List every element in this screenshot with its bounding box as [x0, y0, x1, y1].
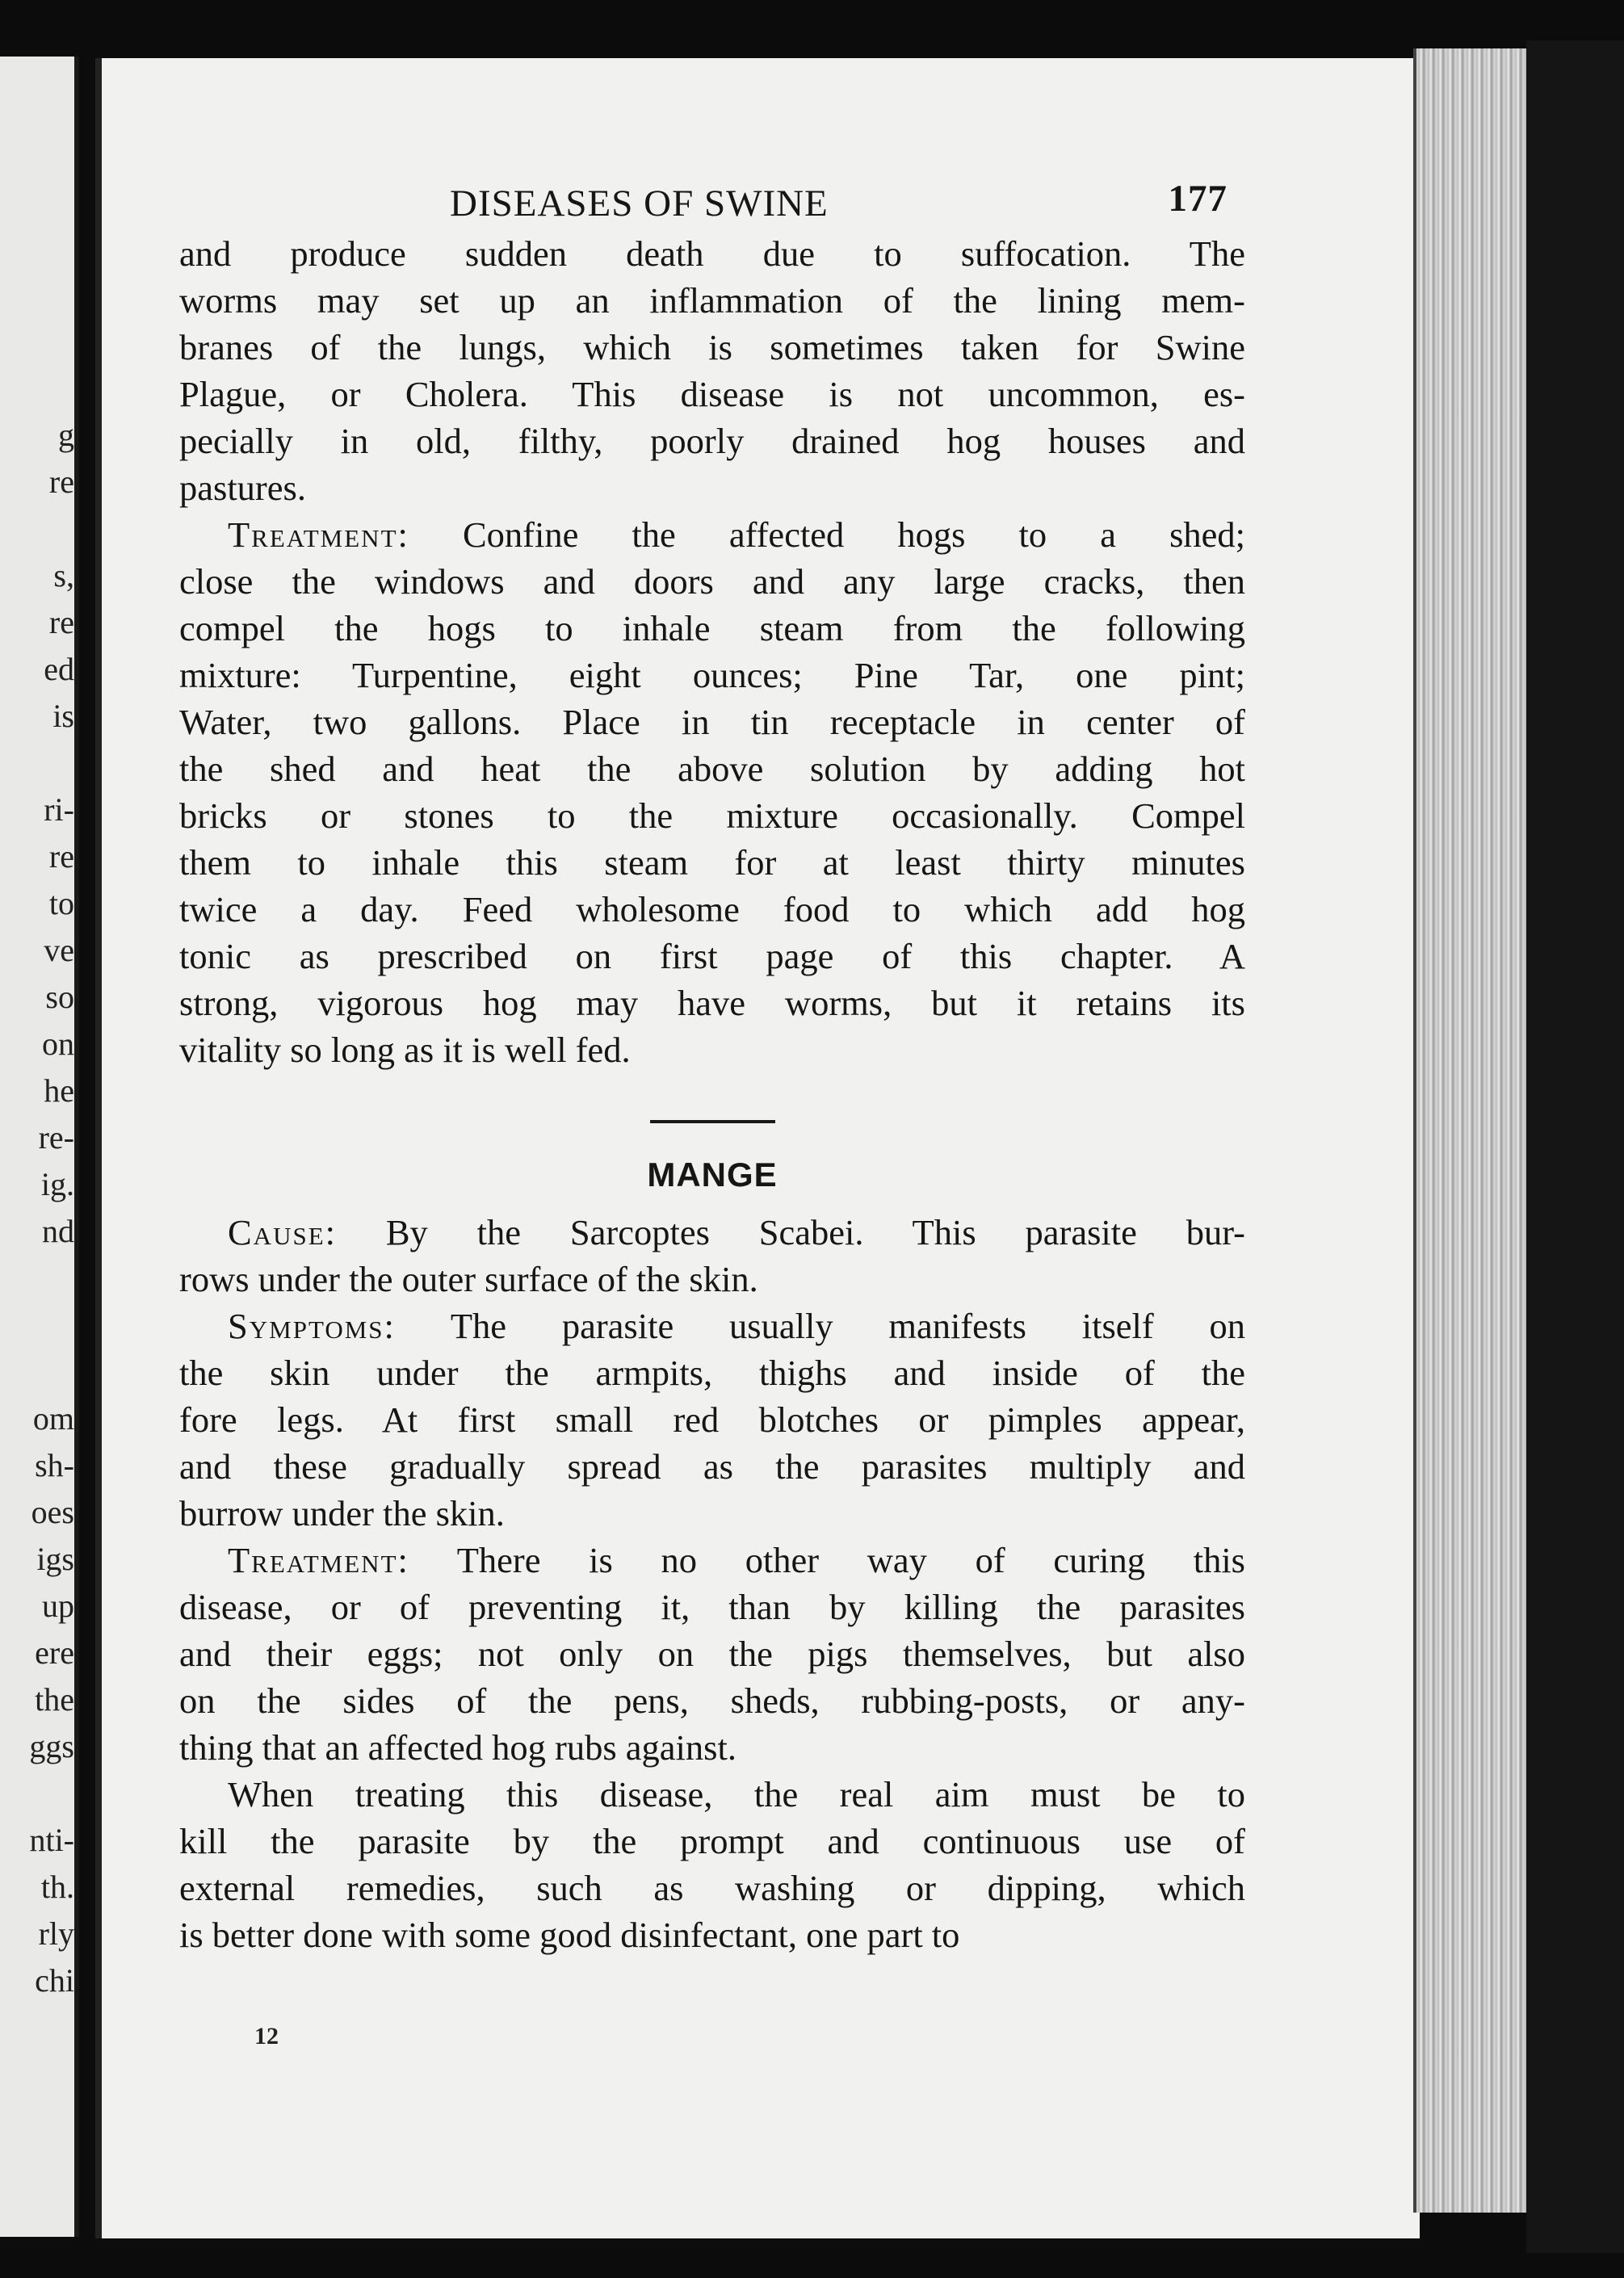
- book-spine: [1526, 40, 1624, 2253]
- left-page-fragment: ri-: [44, 791, 74, 828]
- left-page-fragment: on: [42, 1026, 74, 1062]
- left-page-fragment: rly: [38, 1915, 74, 1952]
- left-page-fragment: to: [48, 885, 74, 921]
- text-line: rows under the outer surface of the skin.: [179, 1259, 758, 1299]
- left-page-fragment: the: [35, 1681, 74, 1718]
- left-page-fragment: re: [48, 838, 74, 875]
- text-line: disease, or of preventing it, than by killing the parasites: [179, 1587, 1245, 1627]
- left-page-fragment: re: [48, 464, 74, 500]
- text-line: close the windows and doors and any large cracks, then: [179, 561, 1245, 602]
- text-line: burrow under the skin.: [179, 1493, 505, 1533]
- text-line: them to inhale this steam for at least thirty minutes: [179, 842, 1245, 883]
- text-line: and these gradually spread as the parasites multiply and: [179, 1446, 1245, 1487]
- text-line: [179, 1209, 1245, 1256]
- left-page-fragment: re-: [38, 1119, 74, 1156]
- left-page-fragment: ed: [44, 651, 74, 687]
- run-in-label: Treatment:: [228, 514, 409, 555]
- left-page-edge: [0, 57, 79, 2237]
- text-line: pecially in old, filthy, poorly drained hog houses and: [179, 421, 1245, 461]
- text-line: the shed and heat the above solution by adding hot: [179, 749, 1245, 789]
- line-text: The parasite usually manifests itself on: [395, 1306, 1245, 1346]
- text-line: When treating this disease, the real aim must be to: [228, 1774, 1245, 1814]
- left-page-fragment: th.: [40, 1869, 74, 1905]
- text-line: on the sides of the pens, sheds, rubbing-posts, or any-: [179, 1680, 1245, 1721]
- left-page-fragment: so: [45, 979, 74, 1015]
- left-page-fragment: chi: [35, 1962, 74, 1999]
- paragraph-treatment-mange: [179, 1537, 1245, 1771]
- text-line: is better done with some good disinfectant, one part to: [179, 1915, 960, 1955]
- text-line: thing that an affected hog rubs against.: [179, 1727, 736, 1768]
- left-page-fragment: ve: [44, 932, 74, 968]
- page-block-edge: [1413, 48, 1530, 2213]
- left-page-fragment: oes: [31, 1494, 74, 1530]
- left-page-fragment: re: [48, 604, 74, 640]
- text-line: tonic as prescribed on first page of this chapter. A: [179, 936, 1245, 976]
- left-page-fragment: g: [58, 417, 74, 453]
- left-page-fragment: sh-: [35, 1447, 74, 1483]
- text-line: Water, two gallons. Place in tin receptacle in center of: [179, 702, 1245, 742]
- paragraph-symptoms: [179, 1303, 1245, 1537]
- text-line: vitality so long as it is well fed.: [179, 1030, 631, 1070]
- left-page-fragment: om: [32, 1400, 74, 1437]
- text-line: kill the parasite by the prompt and continuous use of: [179, 1821, 1245, 1861]
- text-line: bricks or stones to the mixture occasionally. Compel: [179, 795, 1245, 836]
- text-line: and their eggs; not only on the pigs themselves, but also: [179, 1634, 1245, 1674]
- text-line: [179, 1537, 1245, 1584]
- text-line: [179, 1303, 1245, 1349]
- section-heading-mange: MANGE: [647, 1156, 778, 1194]
- text-line: the skin under the armpits, thighs and inside of the: [179, 1353, 1245, 1393]
- run-in-label: Symptoms:: [228, 1306, 396, 1346]
- line-text: There is no other way of curing this: [409, 1540, 1245, 1580]
- paragraph-lungworm-end: [179, 230, 1245, 511]
- paragraph-cause: [179, 1209, 1245, 1303]
- left-page-fragment: he: [44, 1072, 74, 1109]
- left-page-fragment: igs: [36, 1541, 74, 1577]
- left-page-fragment: up: [42, 1588, 74, 1624]
- line-text: By the Sarcoptes Scabei. This parasite bur-: [337, 1212, 1245, 1252]
- text-line: pastures.: [179, 468, 306, 508]
- text-line: branes of the lungs, which is sometimes taken for Swine: [179, 327, 1245, 367]
- paragraph-treating-disease: [179, 1771, 1245, 1958]
- text-line: mixture: Turpentine, eight ounces; Pine Tar, one pint;: [179, 655, 1245, 695]
- text-line: [179, 511, 1245, 558]
- line-text: Confine the affected hogs to a shed;: [409, 514, 1245, 555]
- text-line: and produce sudden death due to suffocation. The: [179, 233, 1245, 274]
- text-line: Plague, or Cholera. This disease is not uncommon, es-: [179, 374, 1245, 414]
- left-page-fragment: ggs: [29, 1728, 74, 1764]
- page-number: 177: [1168, 178, 1227, 220]
- running-head-title: DISEASES OF SWINE: [450, 182, 829, 224]
- text-line: external remedies, such as washing or dipping, which: [179, 1868, 1245, 1908]
- left-page-fragment: ig.: [40, 1166, 74, 1202]
- left-page-fragment: is: [52, 698, 74, 734]
- signature-mark: 12: [254, 2023, 279, 2049]
- left-page-fragment: nti-: [29, 1822, 74, 1858]
- page-text: [179, 174, 1245, 1958]
- text-line: worms may set up an inflammation of the lining mem-: [179, 280, 1245, 321]
- run-in-label: Cause:: [228, 1212, 337, 1252]
- running-head: [179, 174, 1245, 230]
- paragraph-treatment-lungworm: [179, 511, 1245, 1073]
- left-page-fragment: ere: [35, 1634, 74, 1671]
- left-page-fragment: s,: [53, 557, 74, 594]
- run-in-label: Treatment:: [228, 1540, 409, 1580]
- text-line: compel the hogs to inhale steam from the following: [179, 608, 1245, 648]
- section-divider: [650, 1120, 775, 1123]
- text-line: fore legs. At first small red blotches or pimples appear,: [179, 1399, 1245, 1440]
- left-page-fragment: nd: [42, 1213, 74, 1249]
- text-line: strong, vigorous hog may have worms, but it retains its: [179, 983, 1245, 1023]
- text-line: twice a day. Feed wholesome food to which add hog: [179, 889, 1245, 929]
